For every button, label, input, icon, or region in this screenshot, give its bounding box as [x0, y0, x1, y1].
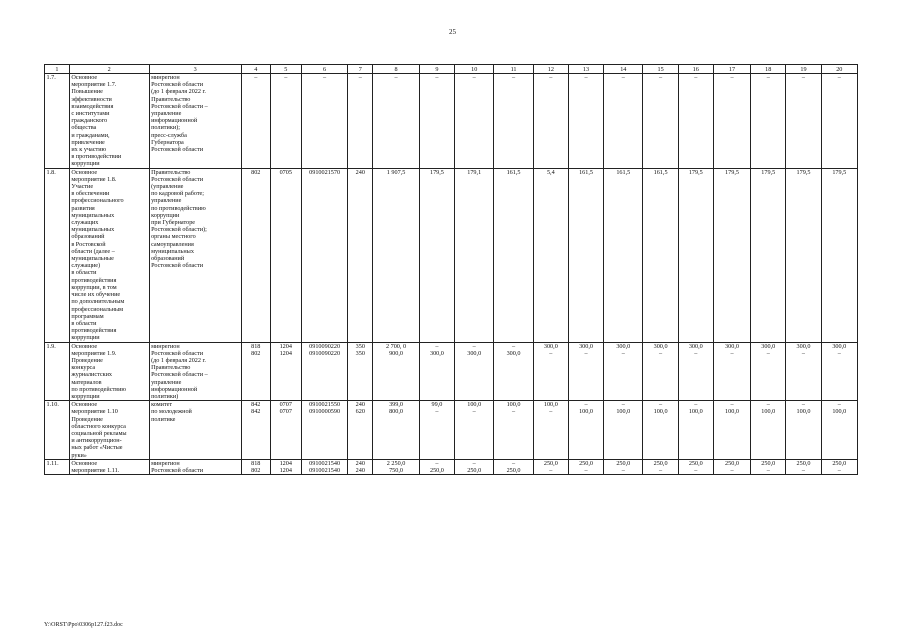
- year-value-cell: 161,5: [643, 168, 678, 342]
- year-value-cell: 250,0 –: [533, 459, 568, 474]
- year-value-cell: 99,0 –: [419, 401, 454, 460]
- grbs-cell: 842 842: [241, 401, 270, 460]
- program-table: [44, 64, 858, 475]
- year-value-cell: 179,5: [786, 168, 821, 342]
- header-cell: 17: [713, 65, 750, 74]
- year-value-cell: –: [751, 74, 786, 169]
- year-value-cell: 250,0 –: [643, 459, 678, 474]
- grbs-cell: 818 802: [241, 342, 270, 401]
- total-cell: 2 250,0 750,0: [373, 459, 420, 474]
- header-cell: 1: [45, 65, 70, 74]
- year-value-cell: 179,5: [713, 168, 750, 342]
- year-value-cell: – 100,0: [568, 401, 603, 460]
- year-value-cell: –: [821, 74, 857, 169]
- section-cell: –: [270, 74, 301, 169]
- year-value-cell: 300,0 –: [713, 342, 750, 401]
- year-value-cell: 250,0 –: [713, 459, 750, 474]
- column-number-row: [45, 65, 858, 74]
- year-value-cell: –: [713, 74, 750, 169]
- page-number: 25: [449, 28, 456, 36]
- year-value-cell: 250,0 –: [568, 459, 603, 474]
- header-cell: 4: [241, 65, 270, 74]
- year-value-cell: 300,0 –: [751, 342, 786, 401]
- header-cell: 9: [419, 65, 454, 74]
- row-number: 1.7.: [45, 74, 70, 169]
- section-cell: 1204 1204: [270, 342, 301, 401]
- year-value-cell: 300,0 –: [678, 342, 713, 401]
- year-value-cell: –: [604, 74, 643, 169]
- year-value-cell: 250,0 –: [604, 459, 643, 474]
- target-article-cell: 0910090220 0910090220: [301, 342, 348, 401]
- total-cell: 1 907,5: [373, 168, 420, 342]
- year-value-cell: –: [533, 74, 568, 169]
- year-value-cell: 179,1: [455, 168, 494, 342]
- activity-name: Основное мероприятие 1.11.: [69, 459, 149, 474]
- year-value-cell: 250,0 –: [821, 459, 857, 474]
- year-value-cell: 300,0 –: [533, 342, 568, 401]
- header-cell: 20: [821, 65, 857, 74]
- section-cell: 0707 0707: [270, 401, 301, 460]
- activity-name: Основное мероприятие 1.8. Участие в обеспечении профессионального развития муниципальных служащих муниципальных образований в Ростовской области (далее – муниципальные служащие) в области противодействия коррупции, в том числе их обучение по дополнительным профессиональным программам в области противодействия коррупции: [69, 168, 149, 342]
- year-value-cell: –: [494, 74, 533, 169]
- year-value-cell: – 100,0: [678, 401, 713, 460]
- expense-type-cell: 350 350: [348, 342, 373, 401]
- year-value-cell: 179,5: [751, 168, 786, 342]
- year-value-cell: –: [643, 74, 678, 169]
- year-value-cell: 300,0 –: [604, 342, 643, 401]
- table-row: [45, 342, 858, 401]
- header-cell: 11: [494, 65, 533, 74]
- target-article-cell: –: [301, 74, 348, 169]
- year-value-cell: –: [455, 74, 494, 169]
- year-value-cell: – 250,0: [455, 459, 494, 474]
- header-cell: 14: [604, 65, 643, 74]
- expense-type-cell: 240 240: [348, 459, 373, 474]
- year-value-cell: – 250,0: [419, 459, 454, 474]
- header-cell: 15: [643, 65, 678, 74]
- executor-cell: минрегион Ростовской области: [149, 459, 241, 474]
- year-value-cell: – 300,0: [419, 342, 454, 401]
- year-value-cell: –: [419, 74, 454, 169]
- table-row: [45, 401, 858, 460]
- executor-cell: минрегион Ростовской области (до 1 февраля 2022 г. Правительство Ростовской области – управление информационной политики): [149, 342, 241, 401]
- expense-type-cell: 240: [348, 168, 373, 342]
- section-cell: 1204 1204: [270, 459, 301, 474]
- year-value-cell: – 100,0: [751, 401, 786, 460]
- header-cell: 18: [751, 65, 786, 74]
- row-number: 1.9.: [45, 342, 70, 401]
- year-value-cell: 179,5: [419, 168, 454, 342]
- executor-cell: минрегион Ростовской области (до 1 февраля 2022 г. Правительство Ростовской области – управление информационной политики); пресс-служба Губернатора Ростовской области: [149, 74, 241, 169]
- activity-name: Основное мероприятие 1.7. Повышение эффективности взаимодействия с институтами гражданского общества и гражданами, привлечение их к участию в противодействии коррупции: [69, 74, 149, 169]
- total-cell: 399,0 800,0: [373, 401, 420, 460]
- header-cell: 2: [69, 65, 149, 74]
- total-cell: –: [373, 74, 420, 169]
- header-cell: 16: [678, 65, 713, 74]
- year-value-cell: 250,0 –: [751, 459, 786, 474]
- year-value-cell: 161,5: [568, 168, 603, 342]
- target-article-cell: 0910021540 0910021540: [301, 459, 348, 474]
- year-value-cell: – 100,0: [821, 401, 857, 460]
- year-value-cell: – 100,0: [604, 401, 643, 460]
- year-value-cell: 300,0 –: [643, 342, 678, 401]
- year-value-cell: 161,5: [604, 168, 643, 342]
- year-value-cell: 300,0 –: [821, 342, 857, 401]
- year-value-cell: 250,0 –: [678, 459, 713, 474]
- target-article-cell: 0910021570: [301, 168, 348, 342]
- header-cell: 3: [149, 65, 241, 74]
- table-row: [45, 459, 858, 474]
- year-value-cell: 161,5: [494, 168, 533, 342]
- grbs-cell: –: [241, 74, 270, 169]
- year-value-cell: 100,0 –: [494, 401, 533, 460]
- executor-cell: Правительство Ростовской области (управление по кадровой работе; управление по противодействию коррупции при Губернаторе Ростовской области); органы местного самоуправления муниципальных образований Ростовской области: [149, 168, 241, 342]
- file-path-footer: Y:\ORST\Ppo\0306p127.f23.doc: [44, 622, 123, 628]
- year-value-cell: 300,0 –: [568, 342, 603, 401]
- activity-name: Основное мероприятие 1.9. Проведение конкурса журналистских материалов по противодействию коррупции: [69, 342, 149, 401]
- header-cell: 8: [373, 65, 420, 74]
- header-cell: 19: [786, 65, 821, 74]
- table-row: [45, 74, 858, 169]
- executor-cell: комитет по молодежной политике: [149, 401, 241, 460]
- header-cell: 10: [455, 65, 494, 74]
- table-row: [45, 168, 858, 342]
- year-value-cell: –: [678, 74, 713, 169]
- expense-type-cell: –: [348, 74, 373, 169]
- year-value-cell: 5,4: [533, 168, 568, 342]
- year-value-cell: 250,0 –: [786, 459, 821, 474]
- year-value-cell: – 100,0: [713, 401, 750, 460]
- row-number: 1.11.: [45, 459, 70, 474]
- header-cell: 5: [270, 65, 301, 74]
- header-cell: 6: [301, 65, 348, 74]
- year-value-cell: – 300,0: [455, 342, 494, 401]
- year-value-cell: 100,0 –: [455, 401, 494, 460]
- year-value-cell: 179,5: [678, 168, 713, 342]
- total-cell: 2 700, 0 900,0: [373, 342, 420, 401]
- expense-type-cell: 240 620: [348, 401, 373, 460]
- row-number: 1.8.: [45, 168, 70, 342]
- year-value-cell: –: [786, 74, 821, 169]
- year-value-cell: –: [568, 74, 603, 169]
- year-value-cell: 179,5: [821, 168, 857, 342]
- header-cell: 7: [348, 65, 373, 74]
- section-cell: 0705: [270, 168, 301, 342]
- year-value-cell: 300,0 –: [786, 342, 821, 401]
- grbs-cell: 802: [241, 168, 270, 342]
- grbs-cell: 818 802: [241, 459, 270, 474]
- year-value-cell: 100,0 –: [533, 401, 568, 460]
- year-value-cell: – 250,0: [494, 459, 533, 474]
- header-cell: 12: [533, 65, 568, 74]
- target-article-cell: 0910021550 0910000590: [301, 401, 348, 460]
- activity-name: Основное мероприятие 1.10 Проведение областного конкурса социальной рекламы и антикоррупцион- ных работ «Чистые руки»: [69, 401, 149, 460]
- year-value-cell: – 100,0: [786, 401, 821, 460]
- year-value-cell: – 100,0: [643, 401, 678, 460]
- year-value-cell: – 300,0: [494, 342, 533, 401]
- header-cell: 13: [568, 65, 603, 74]
- row-number: 1.10.: [45, 401, 70, 460]
